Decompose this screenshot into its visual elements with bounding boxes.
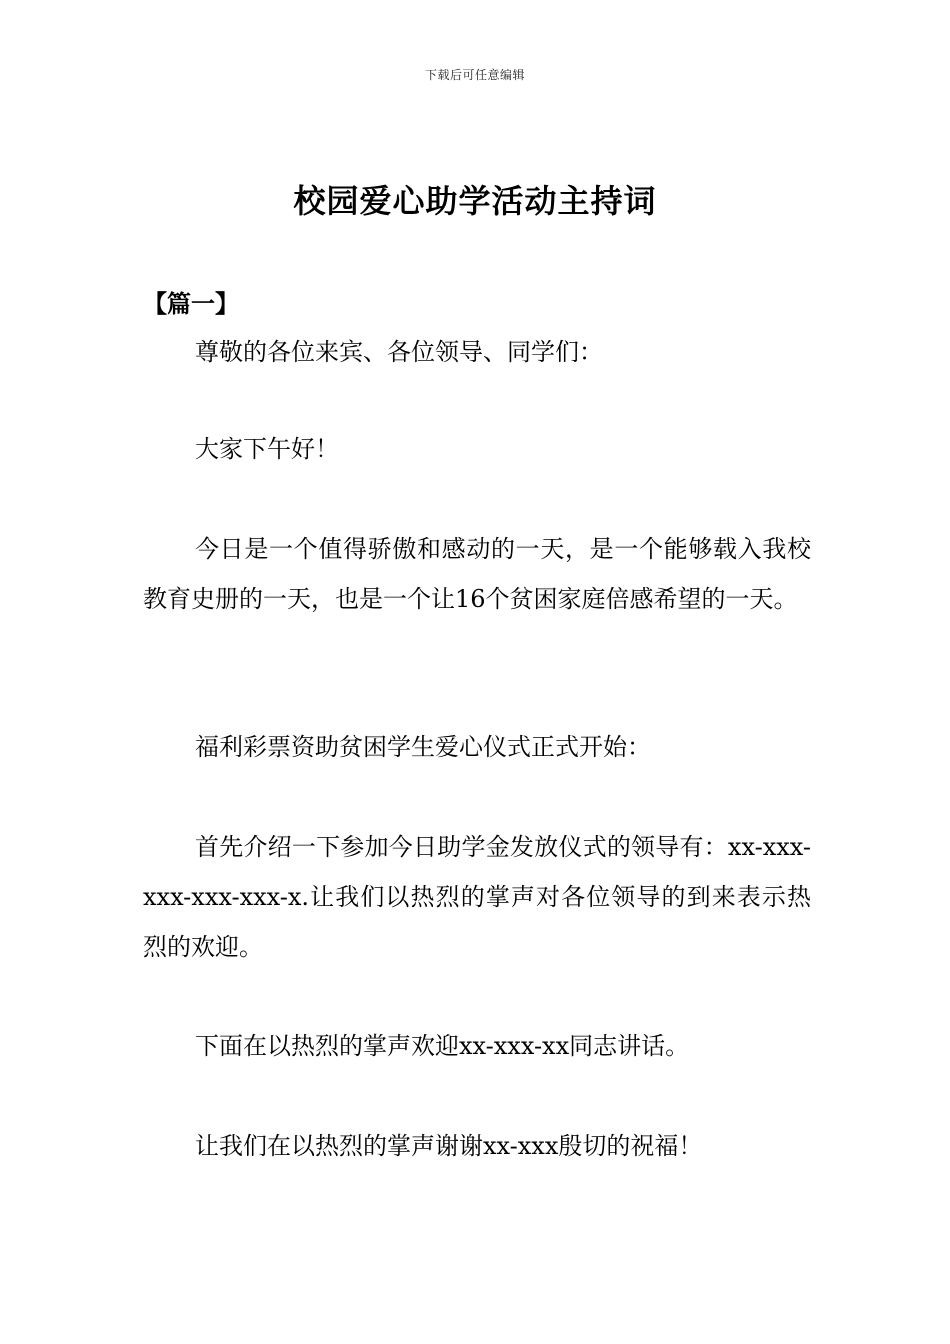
document-title: 校园爱心助学活动主持词 — [293, 182, 657, 220]
paragraph-good-afternoon: 大家下午好！ — [195, 435, 339, 463]
paragraph-introduce-leaders: 首先介绍一下参加今日助学金发放仪式的领导有：xx-xxx-xxx-xxx-xxx-x.让我们以热烈的掌声对各位领导的到来表示热烈的欢迎。 — [143, 833, 811, 961]
header-note: 下载后可任意编辑 — [424, 68, 525, 82]
paragraph-thanks: 让我们在以热烈的掌声谢谢xx-xxx殷切的祝福！ — [195, 1132, 703, 1160]
paragraph-welcome-speech: 下面在以热烈的掌声欢迎xx-xxx-xx同志讲话。 — [195, 1032, 690, 1060]
paragraph-today: 今日是一个值得骄傲和感动的一天，是一个能够载入我校教育史册的一天，也是一个让16个贫困家庭倍感希望的一天。 — [143, 535, 811, 613]
section-label: 【篇一】 — [143, 289, 239, 318]
paragraph-ceremony-start: 福利彩票资助贫困学生爱心仪式正式开始： — [195, 733, 651, 761]
paragraph-greeting: 尊敬的各位来宾、各位领导、同学们： — [195, 338, 603, 366]
